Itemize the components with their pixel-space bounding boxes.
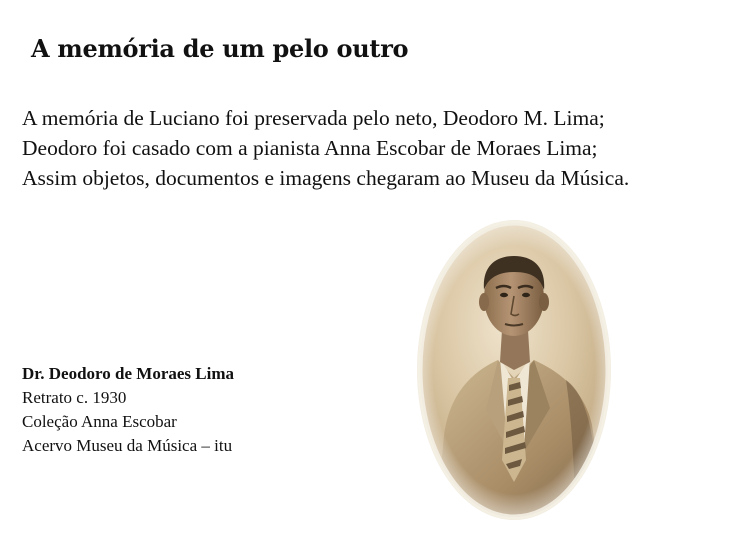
portrait-image <box>416 220 612 520</box>
portrait-caption <box>22 362 234 458</box>
body-text <box>22 103 732 193</box>
caption-name: Dr. Deodoro de Moraes Lima <box>22 364 235 383</box>
body-line-1: A memória de Luciano foi preservada pelo neto, Deodoro M. Lima; <box>22 106 605 130</box>
body-line-2: Deodoro foi casado com a pianista Anna Escobar de Moraes Lima; <box>22 136 598 160</box>
slide-title: A memória de um pelo outro <box>31 34 409 63</box>
body-line-3: Assim objetos, documentos e imagens chegaram ao Museu da Música. <box>22 166 630 190</box>
caption-collection: Coleção Anna Escobar <box>22 412 177 431</box>
caption-date: Retrato c. 1930 <box>22 388 127 407</box>
oval-portrait-photo <box>416 220 612 520</box>
caption-archive: Acervo Museu da Música – itu <box>22 436 233 455</box>
